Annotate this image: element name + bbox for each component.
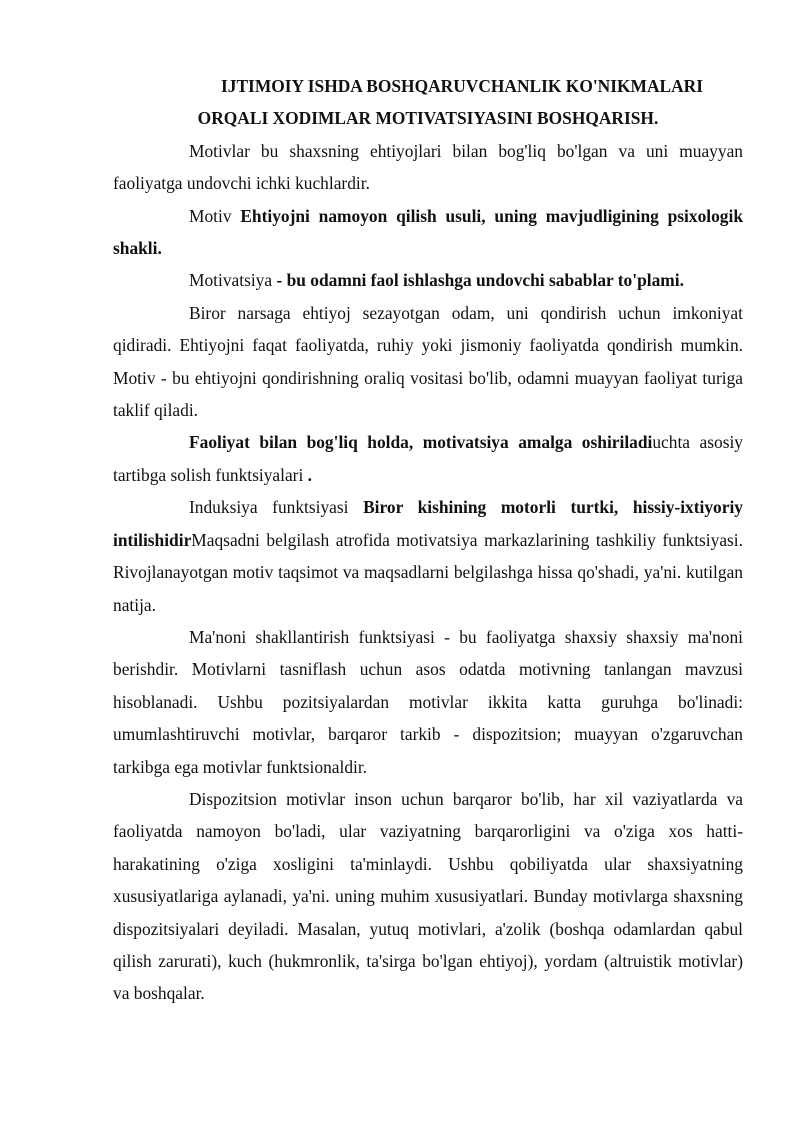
bold-definition: Ehtiyojni namoyon qilish usuli, uning mavjudligining psixologik shakli.: [113, 205, 743, 259]
paragraph-dispozitsion: [113, 783, 743, 1010]
document-page: [113, 70, 743, 1010]
paragraph-text: Biror narsaga ehtiyoj sezayotgan odam, uni qondirish uchun imkoniyat qidiradi. Ehtiyojni faqat faoliyatda, ruhiy yoki jismoniy faoliyatda qondirish mumkin. Motiv - bu ehtiyojni qondirishning oraliq vositasi bo'lib, odamni muayyan faoliyat turiga taklif qiladi.: [113, 302, 743, 421]
bold-definition: Biror kishining motorli turtki, hissiy-ixtiyoriy intilishidir: [113, 497, 743, 550]
paragraph-text: uchta asosiy tartibga solish funktsiyalari: [113, 432, 743, 485]
document-title: [113, 70, 743, 135]
paragraph-motivatsiya-definition: [113, 264, 743, 296]
paragraph-manoni: [113, 621, 743, 783]
bold-period: .: [307, 464, 313, 485]
bold-phrase: Faoliyat bilan bog'liq holda, motivatsiya amalga oshiriladi: [189, 432, 653, 453]
paragraph-text: Ma'noni shakllantirish funktsiyasi - bu faoliyatga shaxsiy shaxsiy ma'noni berishdir. Motivlarni tasniflash uchun asos odatda motivning tanlangan mavzusi hisoblanadi. Ushbu pozitsiyalardan motivlar ikkita katta guruhga bo'linadi: umumlashtiruvchi motivlar, barqaror tarkib - dispozitsion; muayyan o'zgaruvchan tarkibga ega motivlar funktsionaldir.: [113, 626, 743, 777]
term-induksiya: Induksiya funktsiyasi: [189, 497, 364, 518]
paragraph-faoliyat: [113, 426, 743, 491]
term-motiv: Motiv: [189, 205, 241, 226]
paragraph-text: Dispozitsion motivlar inson uchun barqaror bo'lib, har xil vaziyatlarda va faoliyatda namoyon bo'ladi, ular vaziyatning barqarorligini va o'ziga xos hatti-harakatining o'ziga xosligini ta'minlaydi. Ushbu qobiliyatda ular shaxsiyatning xususiyatlariga aylanadi, ya'ni. uning muhim xususiyatlari. Bunday motivlarga shaxsning dispozitsiyalari deyiladi. Masalan, yutuq motivlari, a'zolik (boshqa odamlardan qabul qilish zarurati), kuch (hukmronlik, ta'sirga bo'lgan ehtiyoj), yordam (altruistik motivlar) va boshqalar.: [113, 788, 743, 1004]
paragraph-text: Motivlar bu shaxsning ehtiyojlari bilan bog'liq bo'lgan va uni muayyan faoliyatga undovchi ichki kuchlardir.: [113, 140, 743, 194]
title-line-2: ORQALI XODIMLAR MOTIVATSIYASINI BOSHQARISH.: [197, 108, 659, 129]
paragraph-motiv-definition: [113, 200, 743, 265]
term-motivatsiya: Motivatsiya: [189, 270, 277, 291]
paragraph-induksiya: [113, 491, 743, 621]
paragraph-text: Maqsadni belgilash atrofida motivatsiya markazlarining tashkiliy funktsiyasi. Rivojlanayotgan motiv taqsimot va maqsadlarni belgilashga hissa qo'shadi, ya'ni. kutilgan natija.: [113, 529, 743, 615]
paragraph-motivlar-definition: [113, 135, 743, 200]
paragraph-ehtiyoj: [113, 297, 743, 427]
bold-definition: - bu odamni faol ishlashga undovchi sabablar to'plami.: [276, 270, 684, 291]
title-line-1: IJTIMOIY ISHDA BOSHQARUVCHANLIK KO'NIKMALARI: [220, 76, 703, 96]
